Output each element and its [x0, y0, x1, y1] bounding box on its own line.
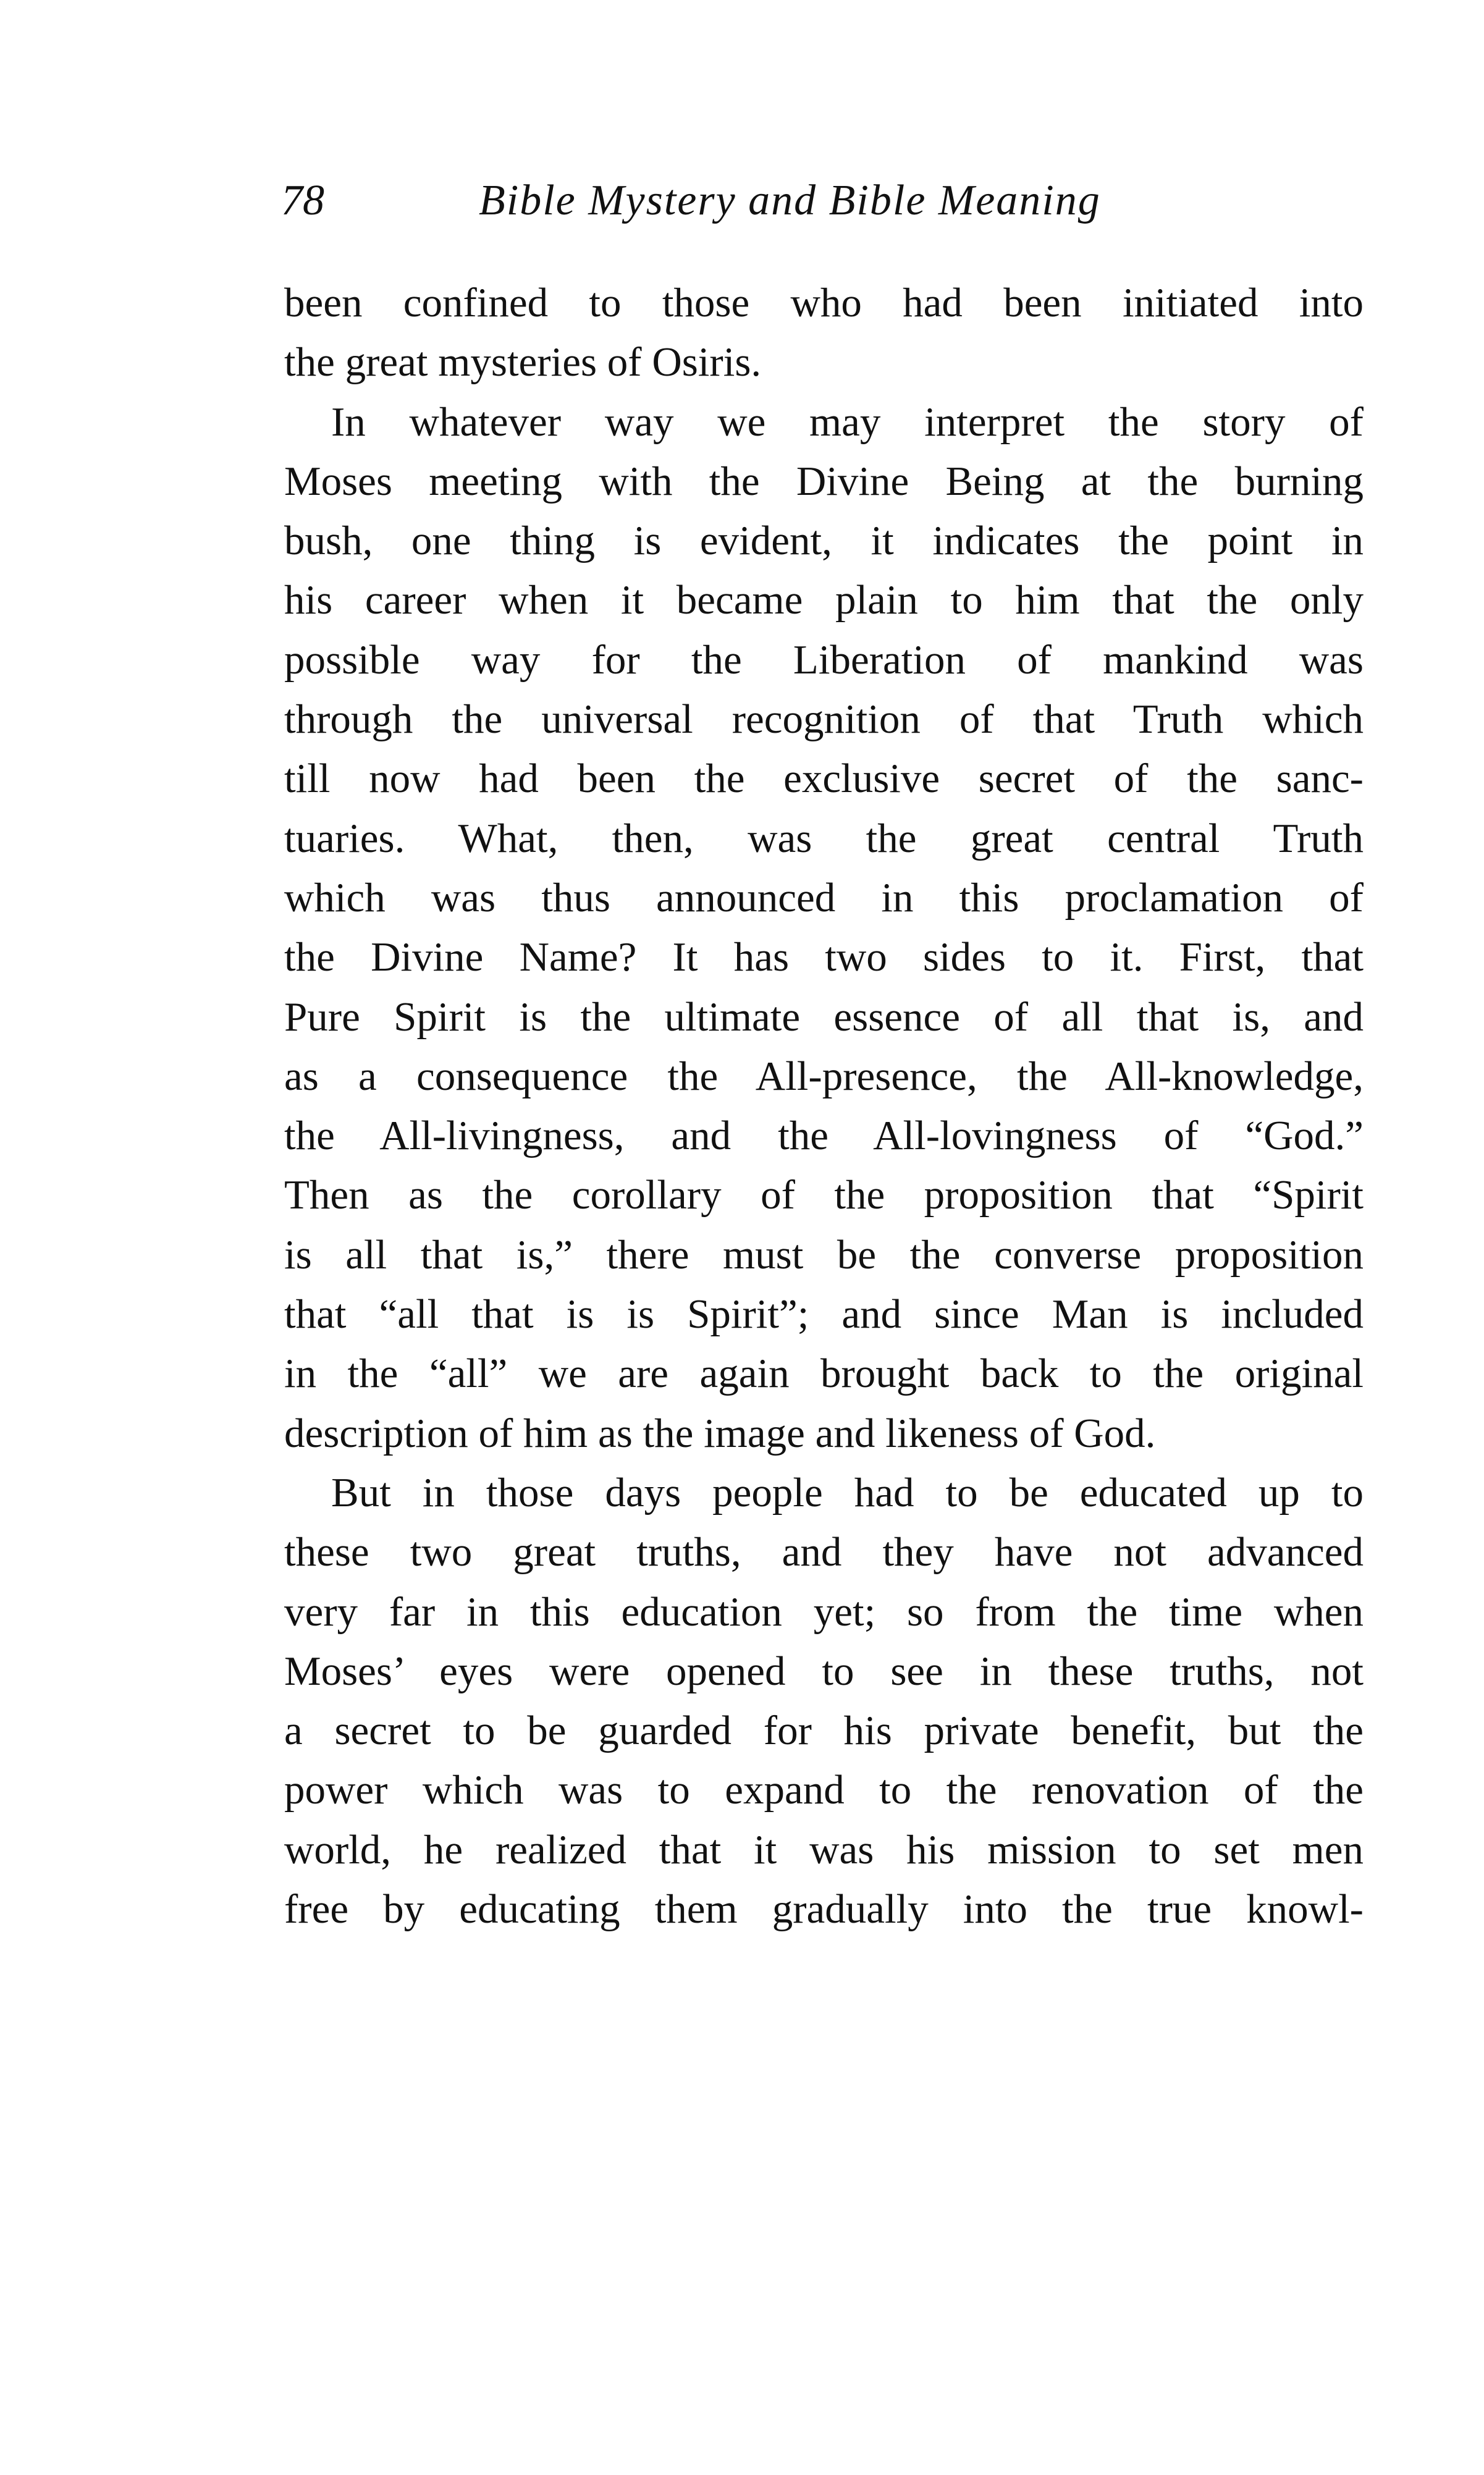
text-line: bush, one thing is evident, it indicates the point in [284, 518, 1364, 564]
text-line: the great mysteries of Osiris. [284, 339, 762, 386]
page-number: 78 [281, 177, 324, 224]
running-title: Bible Mystery and Bible Meaning [479, 177, 1101, 224]
text-line: Moses meeting with the Divine Being at the burning [284, 458, 1364, 504]
text-line: world, he realized that it was his mission to set men [284, 1826, 1364, 1873]
text-line: that “all that is is Spirit”; and since Man is included [284, 1291, 1364, 1338]
text-line: description of him as the image and likeness of God. [284, 1410, 1156, 1456]
text-line: the All-livingness, and the All-lovingness of “God.” [284, 1113, 1364, 1159]
text-line: power which was to expand to the renovation of the [284, 1767, 1364, 1813]
text-line: as a consequence the All-presence, the All-knowledge, [284, 1053, 1364, 1099]
text-line: his career when it became plain to him that the only [284, 577, 1364, 623]
text-line: tuaries. What, then, was the great central Truth [284, 815, 1364, 861]
running-header [281, 176, 1368, 232]
text-line: these two great truths, and they have not advanced [284, 1529, 1364, 1575]
text-line: which was thus announced in this proclamation of [284, 874, 1364, 921]
text-line: free by educating them gradually into the true knowl- [284, 1886, 1364, 1933]
text-line: through the universal recognition of that Truth which [284, 696, 1364, 743]
text-line: been confined to those who had been initiated into [284, 280, 1364, 326]
text-line: till now had been the exclusive secret of the sanc- [284, 756, 1364, 802]
text-line: a secret to be guarded for his private benefit, but the [284, 1708, 1364, 1754]
text-line: possible way for the Liberation of mankind was [284, 636, 1364, 683]
body-text [284, 273, 1364, 1939]
text-line: very far in this education yet; so from the time when [284, 1588, 1364, 1635]
text-line: In whatever way we may interpret the story of [331, 398, 1364, 445]
text-line: But in those days people had to be educated up to [331, 1469, 1364, 1516]
text-line: Pure Spirit is the ultimate essence of all that is, and [284, 993, 1364, 1040]
text-line: is all that is,” there must be the converse proposition [284, 1231, 1364, 1278]
text-line: Then as the corollary of the proposition that “Spirit [284, 1172, 1364, 1218]
text-line: Moses’ eyes were opened to see in these truths, not [284, 1648, 1364, 1694]
text-line: the Divine Name? It has two sides to it. First, that [284, 934, 1364, 980]
text-line: in the “all” we are again brought back to the original [284, 1351, 1364, 1397]
